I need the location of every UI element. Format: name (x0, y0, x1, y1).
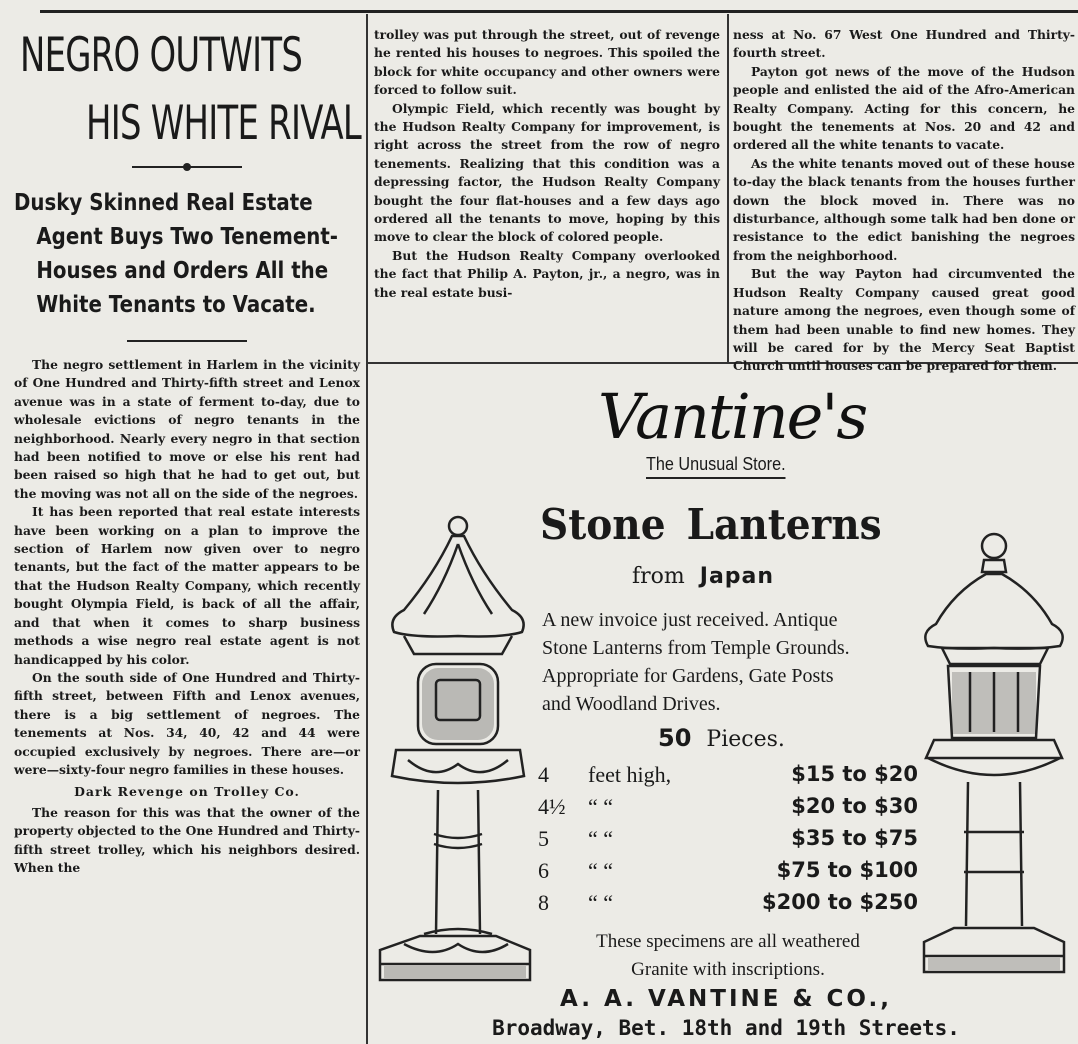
price-list (538, 762, 918, 922)
brand-name: Vantine's (598, 380, 867, 453)
height-unit: “ “ (588, 826, 614, 851)
lantern-height: 6 (538, 858, 549, 883)
pieces-number: 50 (658, 724, 692, 752)
ad-origin (632, 564, 774, 589)
ad-description (542, 606, 922, 718)
lantern-height: 4½ (538, 794, 566, 819)
price-row (538, 762, 918, 794)
section-rule (127, 340, 247, 342)
price-row (538, 826, 918, 858)
ad-description-line: Appropriate for Gardens, Gate Posts (542, 665, 834, 687)
paragraph: It has been reported that real estate interests have been working on a plan to improve the section of Harlem now given over to negro tenants, but the fact of the matter appears to be that the Hudson Realty Company, which recently bought Olympia Field, is back of all the affair, and that when it comes to sharp business methods a wise negro real estate agent is not handicapped by his color. (14, 504, 360, 667)
price-row (538, 890, 918, 922)
vantine-advertisement (374, 368, 1078, 1044)
ad-from-country: Japan (699, 564, 775, 589)
price-row (538, 794, 918, 826)
section-title: Dark Revenge on Trolley Co. (74, 784, 300, 800)
pieces-label: Pieces. (706, 727, 785, 752)
column-rule-1 (366, 14, 368, 1044)
pieces-count (658, 724, 785, 752)
firm-address: Broadway, Bet. 18th and 19th Streets. (492, 1016, 960, 1040)
subhead-line: Houses and Orders All the (36, 258, 329, 284)
headline-line-2: HIS WHITE RIVAL (86, 96, 362, 151)
ad-from-word: from (632, 564, 685, 589)
subheadline (14, 186, 358, 322)
stone-lantern-illustration-right (914, 532, 1074, 984)
paragraph: The reason for this was that the owner of the property objected to the One Hundred and Thirty-fifth street trolley, which his neighbors desired. When the (14, 804, 360, 875)
article-column-2 (374, 26, 720, 306)
subhead-line: White Tenants to Vacate. (36, 292, 316, 318)
price-range: $35 to $75 (791, 826, 918, 850)
paragraph: But the way Payton had circumvented the Hudson Realty Company caused great good nature among the negroes, even though some of them had been unable to find new homes. They will be cared for by the Mercy Seat Baptist Church until houses can be prepared for them. (733, 266, 1075, 374)
paragraph: Olympic Field, which recently was bought by the Hudson Realty Company for improvement, is right across the street from the row of negro tenements. Realizing that this condition was a depressing factor, the Hudson Realty Company bought the four flat-houses and a few days ago ordered all the tenants to move, hoping by this move to clear the block of colored people. (374, 100, 720, 245)
paragraph: The negro settlement in Harlem in the vicinity of One Hundred and Thirty-fifth street and Lenox avenue was in a state of ferment to-day, due to wholesale evictions of negro tenants in the neighborhood. Nearly every negro in that section had been notified to move or else his rent had been raised so high that he had to get out, but the moving was not all on the side of the negroes. (14, 357, 360, 501)
column-rule-2 (727, 14, 729, 362)
article-column-1 (14, 18, 360, 1042)
ad-note-line: Granite with inscriptions. (631, 959, 825, 980)
paragraph: Payton got news of the move of the Hudson people and enlisted the aid of the Afro-American Realty Company. Acting for this concern, he bought the tenements at Nos. 20 and 42 and ordered all the white tenants to vacate. (733, 63, 1075, 153)
lantern-height: 4 (538, 762, 549, 787)
ad-description-line: and Woodland Drives. (542, 693, 721, 715)
paragraph: trolley was put through the street, out of revenge he rented his houses to negroes. This spoiled the block for white occupancy and other owners were forced to follow suit. (374, 27, 720, 98)
subhead-line: Dusky Skinned Real Estate (14, 190, 313, 216)
firm-name: A. A. VANTINE & CO., (560, 986, 892, 1012)
lantern-height: 5 (538, 826, 549, 851)
height-unit: “ “ (588, 890, 614, 915)
height-unit: feet high, (588, 762, 672, 787)
price-row (538, 858, 918, 890)
height-unit: “ “ (588, 858, 614, 883)
article-column-3 (733, 26, 1075, 374)
ad-description-line: Stone Lanterns from Temple Grounds. (542, 637, 850, 659)
ad-title: Stone Lanterns (540, 500, 882, 549)
headline-ornament (132, 166, 242, 168)
price-range: $75 to $100 (776, 858, 918, 882)
article-body (14, 356, 360, 877)
paragraph: As the white tenants moved out of these house to-day the black tenants from the houses further down the block moved in. There was no disturbance, although some talk had ben done or resistance to the edict banishing the negroes from the neighborhood. (733, 155, 1075, 263)
price-range: $20 to $30 (791, 794, 918, 818)
ad-note (540, 928, 916, 984)
brand-tagline: The Unusual Store. (646, 454, 786, 479)
paragraph: ness at No. 67 West One Hundred and Thirty-fourth street. (733, 27, 1075, 61)
paragraph: But the Hudson Realty Company overlooked the fact that Philip A. Payton, jr., a negro, was in the real estate busi- (374, 247, 720, 300)
paragraph: On the south side of One Hundred and Thirty-fifth street, between Fifth and Lenox avenues, there is a big settlement of negroes. The tenements at Nos. 34, 40, 42 and 44 were occupied exclusively by negroes. There are—or were—sixty-four negro families in these houses. (14, 669, 360, 777)
lantern-height: 8 (538, 890, 549, 915)
height-unit: “ “ (588, 794, 614, 819)
price-range: $15 to $20 (791, 762, 918, 786)
ad-note-line: These specimens are all weathered (596, 931, 860, 952)
top-rule (40, 10, 1078, 13)
subhead-line: Agent Buys Two Tenement- (36, 224, 339, 250)
headline-line-1: NEGRO OUTWITS (20, 28, 303, 83)
ad-description-line: A new invoice just received. Antique (542, 609, 838, 631)
brand-logo (590, 380, 890, 484)
stone-lantern-illustration-left (374, 514, 536, 984)
price-range: $200 to $250 (762, 890, 918, 914)
